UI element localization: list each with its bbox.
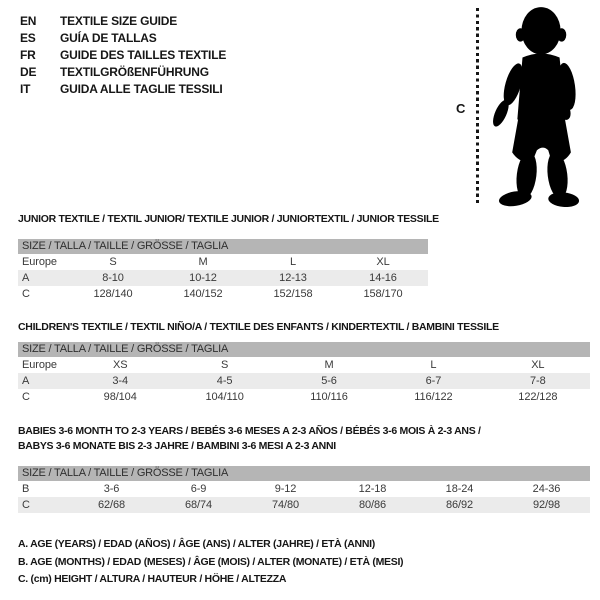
size-table <box>18 239 428 302</box>
row-label: B <box>22 483 30 495</box>
table-cell: 3-4 <box>112 375 128 387</box>
table-cell: L <box>289 256 297 268</box>
table-cell: 10-12 <box>189 272 217 284</box>
legend-note: B. AGE (MONTHS) / EDAD (MESES) / ÂGE (MOIS) / ALTER (MONATE) / ETÀ (MESI) <box>18 555 404 568</box>
row-label: C <box>22 499 30 511</box>
table-cell: 14-16 <box>369 272 397 284</box>
language-row <box>20 81 226 98</box>
table-cell: 80/86 <box>358 499 387 511</box>
section-title <box>18 320 590 335</box>
table-cell: 5-6 <box>321 375 337 387</box>
table-row <box>18 481 590 497</box>
table-cell: 12-13 <box>279 272 307 284</box>
language-row <box>20 13 226 30</box>
table-row <box>18 389 590 405</box>
table-cell: 74/80 <box>271 499 300 511</box>
table-cell: 122/128 <box>518 391 558 403</box>
table-cell: 6-9 <box>190 483 207 495</box>
row-label: C <box>22 288 30 300</box>
language-title-list <box>20 13 226 98</box>
language-row <box>20 30 226 47</box>
language-row <box>20 47 226 64</box>
table-cell: 18-24 <box>445 483 474 495</box>
row-label: C <box>22 391 30 403</box>
table-cell: 116/122 <box>414 391 453 403</box>
size-section <box>18 424 590 513</box>
section-title-line: CHILDREN'S TEXTILE / TEXTIL NIÑO/A / TEXTILE DES ENFANTS / KINDERTEXTIL / BAMBINI TESSILE <box>18 321 499 333</box>
table-cell: XS <box>112 359 128 371</box>
language-title: TEXTILGRÖßENFÜHRUNG <box>60 65 209 79</box>
table-row <box>18 286 428 302</box>
table-cell: 3-6 <box>103 483 120 495</box>
table-cell: L <box>430 359 437 371</box>
language-title: TEXTILE SIZE GUIDE <box>60 14 178 28</box>
section-title <box>18 424 590 454</box>
table-cell: 4-5 <box>216 375 233 387</box>
size-table <box>18 342 590 405</box>
table-row <box>18 357 590 373</box>
size-table <box>18 466 590 513</box>
table-cell: 8-10 <box>102 272 124 284</box>
table-cell: 92/98 <box>532 499 561 511</box>
language-code: IT <box>20 82 31 96</box>
table-cell: XL <box>376 256 390 268</box>
table-row <box>18 373 590 389</box>
table-cell: 158/170 <box>363 288 403 300</box>
table-cell: M <box>324 359 334 371</box>
table-cell: 62/68 <box>97 499 126 511</box>
language-row <box>20 64 226 81</box>
table-cell: 104/110 <box>205 391 244 403</box>
language-code: FR <box>20 48 36 62</box>
language-code: ES <box>20 31 36 45</box>
table-cell: 110/116 <box>310 391 348 403</box>
section-title <box>18 212 439 227</box>
row-label: Europe <box>22 359 57 371</box>
language-code: EN <box>20 14 37 28</box>
size-section <box>18 212 439 302</box>
row-label: A <box>22 272 30 284</box>
baby-silhouette-icon <box>482 4 598 210</box>
size-header-bar: SIZE / TALLA / TAILLE / GRÖSSE / TAGLIA <box>18 239 428 254</box>
table-cell: 68/74 <box>184 499 213 511</box>
table-cell: 24-36 <box>532 483 561 495</box>
size-section <box>18 320 590 405</box>
table-cell: 140/152 <box>183 288 223 300</box>
baby-height-figure <box>450 0 600 215</box>
table-cell: 98/104 <box>103 391 137 403</box>
section-title-line: JUNIOR TEXTILE / TEXTIL JUNIOR/ TEXTILE JUNIOR / JUNIORTEXTIL / JUNIOR TESSILE <box>18 213 439 225</box>
table-cell: XL <box>531 359 545 371</box>
table-cell: 128/140 <box>93 288 133 300</box>
row-label: A <box>22 375 30 387</box>
table-row <box>18 270 428 286</box>
height-measure-label: C <box>456 101 466 116</box>
table-cell: 12-18 <box>358 483 387 495</box>
language-title: GUIDE DES TAILLES TEXTILE <box>60 48 227 62</box>
legend-note: A. AGE (YEARS) / EDAD (AÑOS) / ÂGE (ANS) / ALTER (JAHRE) / ETÀ (ANNI) <box>18 538 375 550</box>
size-header-bar: SIZE / TALLA / TAILLE / GRÖSSE / TAGLIA <box>18 466 590 481</box>
language-title: GUÍA DE TALLAS <box>60 31 157 45</box>
table-cell: 9-12 <box>274 483 297 495</box>
table-cell: 86/92 <box>445 499 474 511</box>
table-cell: S <box>109 256 117 268</box>
section-title-line: BABIES 3-6 MONTH TO 2-3 YEARS / BEBÉS 3-6 MESES A 2-3 AÑOS / BÉBÉS 3-6 MOIS À 2-3 ANS / <box>18 425 481 437</box>
row-label: Europe <box>22 256 57 268</box>
table-cell: 7-8 <box>530 375 546 387</box>
table-row <box>18 254 428 270</box>
language-code: DE <box>20 65 37 79</box>
height-dashed-line <box>476 8 479 206</box>
table-row <box>18 497 590 513</box>
table-cell: 152/158 <box>273 288 313 300</box>
size-header-bar: SIZE / TALLA / TAILLE / GRÖSSE / TAGLIA <box>18 342 590 357</box>
table-cell: M <box>198 256 208 268</box>
language-title: GUIDA ALLE TAGLIE TESSILI <box>60 82 223 96</box>
legend-note: C. (cm) HEIGHT / ALTURA / HAUTEUR / HÖHE / ALTEZZA <box>18 573 287 585</box>
section-title-line: BABYS 3-6 MONATE BIS 2-3 JAHRE / BAMBINI 3-6 MESI A 2-3 ANNI <box>18 440 336 452</box>
legend-notes <box>18 536 403 589</box>
table-cell: 6-7 <box>425 375 442 387</box>
table-cell: S <box>220 359 229 371</box>
